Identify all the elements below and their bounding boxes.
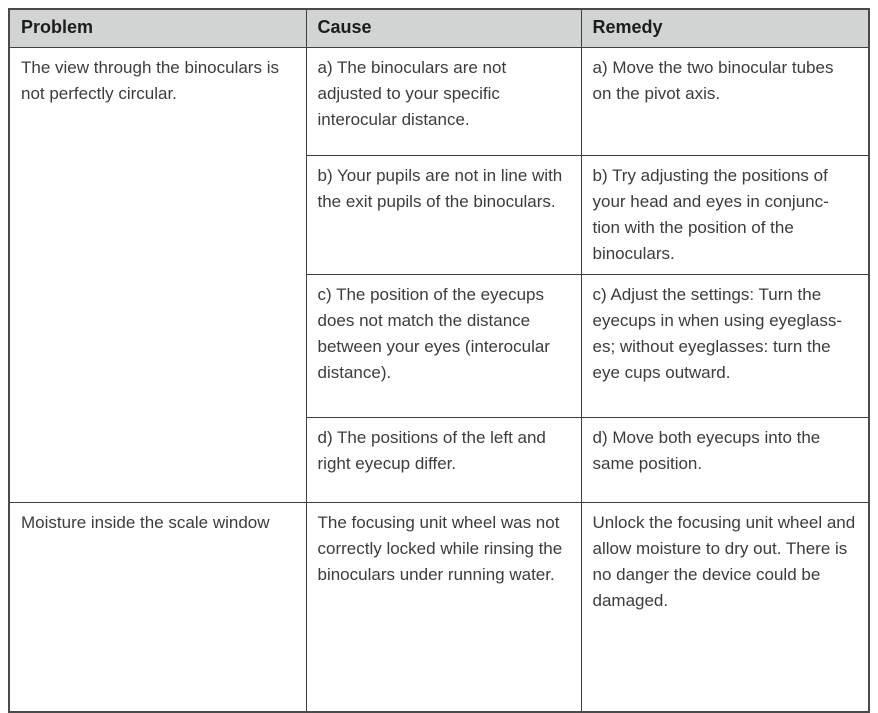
column-header-cause: Cause bbox=[306, 9, 581, 47]
remedy-cell: Unlock the focusing unit wheel and allow moisture to dry out. There is no danger the device could be damaged. bbox=[581, 502, 869, 712]
remedy-cell: d) Move both eyecups into the same position. bbox=[581, 417, 869, 502]
table-row bbox=[9, 47, 869, 155]
cause-cell: c) The position of the eyecups does not match the distance between your eyes (interocular distance). bbox=[306, 274, 581, 417]
cause-cell: The focusing unit wheel was not correctly locked while rinsing the binoculars under running water. bbox=[306, 502, 581, 712]
problem-cell: Moisture inside the scale window bbox=[9, 502, 306, 712]
troubleshooting-table bbox=[8, 8, 870, 713]
column-header-problem: Problem bbox=[9, 9, 306, 47]
cause-cell: b) Your pupils are not in line with the exit pupils of the binoculars. bbox=[306, 155, 581, 274]
problem-cell: The view through the binoculars is not perfectly circular. bbox=[9, 47, 306, 502]
cause-cell: a) The binoculars are not adjusted to your specific interocular distance. bbox=[306, 47, 581, 155]
remedy-cell: a) Move the two binocular tubes on the pivot axis. bbox=[581, 47, 869, 155]
column-header-remedy: Remedy bbox=[581, 9, 869, 47]
remedy-cell: c) Adjust the settings: Turn the eyecups in when using eyeglass-es; without eyeglasses: turn the eye cups outward. bbox=[581, 274, 869, 417]
remedy-cell: b) Try adjusting the positions of your head and eyes in conjunc-tion with the position of the binoculars. bbox=[581, 155, 869, 274]
table-header-row bbox=[9, 9, 869, 47]
cause-cell: d) The positions of the left and right eyecup differ. bbox=[306, 417, 581, 502]
table-row bbox=[9, 502, 869, 712]
